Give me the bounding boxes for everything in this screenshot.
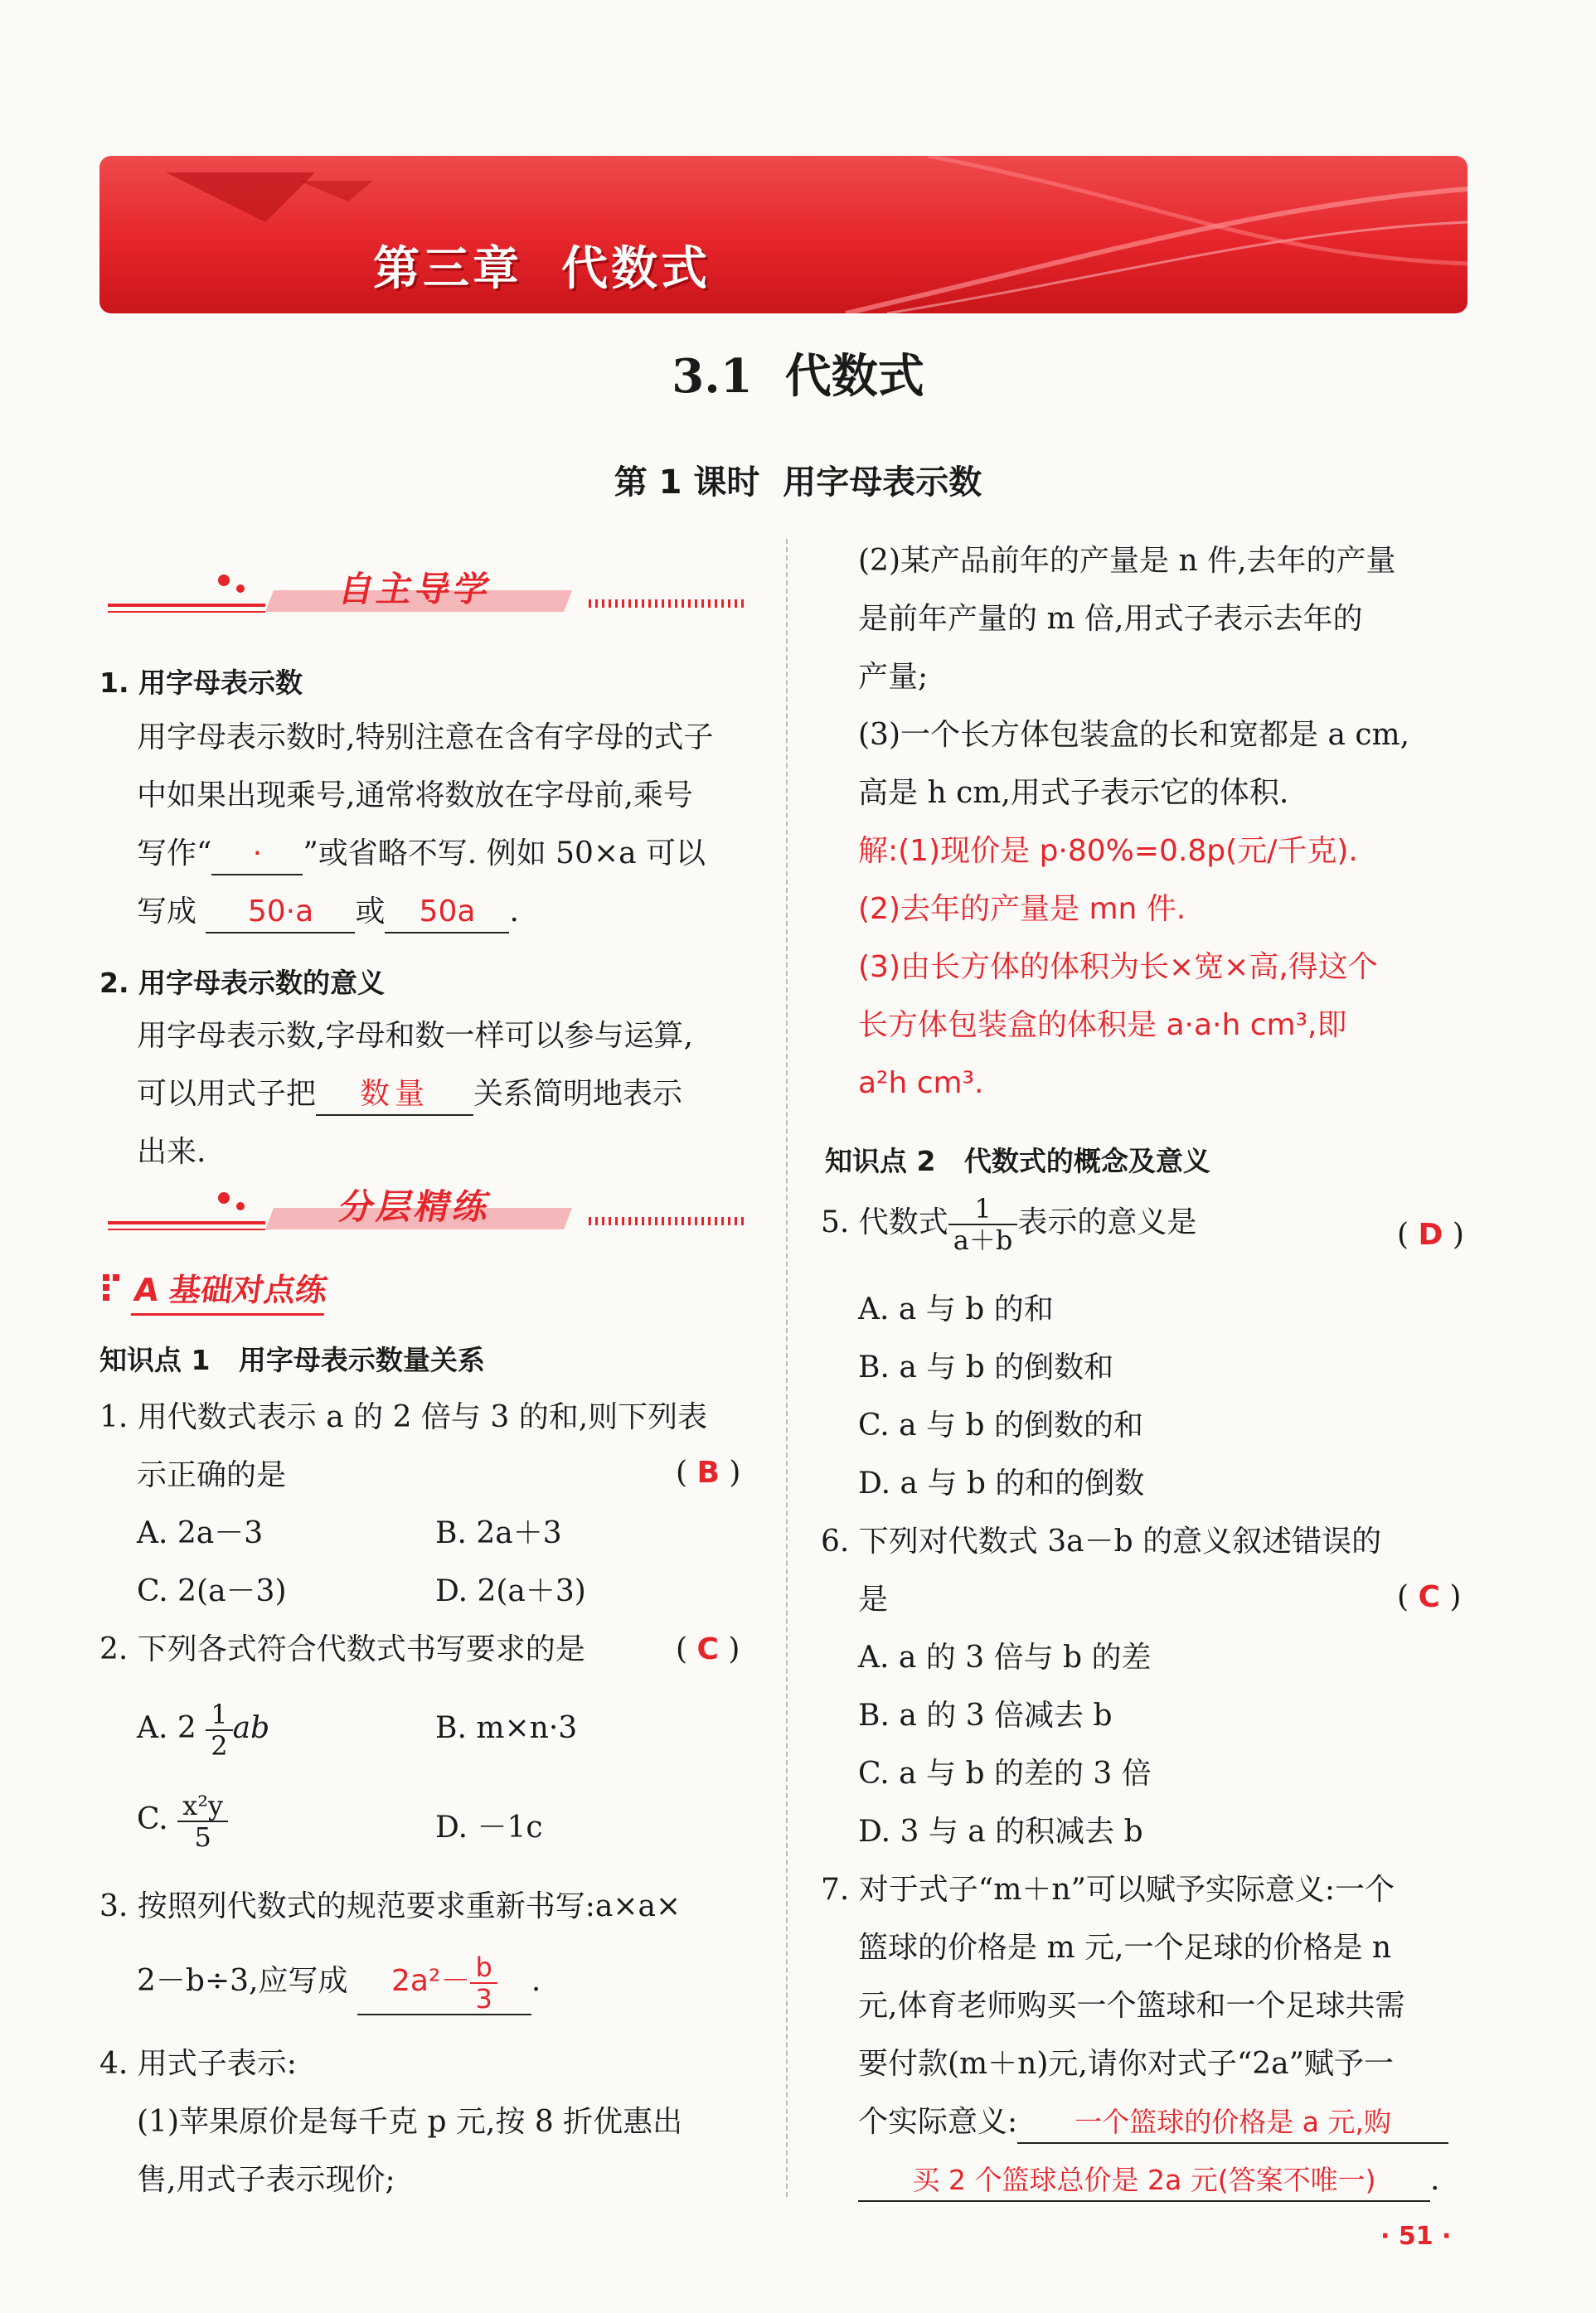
q2-c-den: 5 xyxy=(194,1821,211,1853)
q2-opt-b: B. m×n·3 xyxy=(435,1711,578,1745)
solution-3c: a²h cm³. xyxy=(858,1066,984,1100)
q6-opt-d: D. 3 与 a 的积减去 b xyxy=(858,1815,1143,1849)
p1-line2: 中如果出现乘号,通常将数放在字母前,乘号 xyxy=(137,778,693,812)
p2-line3: 出来. xyxy=(137,1135,206,1169)
q6-opt-c: C. a 与 b 的差的 3 倍 xyxy=(858,1757,1152,1791)
q3-line1: 3. 按照列代数式的规范要求重新书写:a×a× xyxy=(99,1889,682,1923)
q7-line5 xyxy=(858,2093,1448,2151)
q2-a-post: ab xyxy=(232,1711,270,1745)
q5-line xyxy=(821,1194,1196,1255)
q2-ans: ( C ) xyxy=(676,1632,740,1666)
p1-title: 1. 用字母表示数 xyxy=(99,667,303,699)
q7-line3: 元,体育老师购买一个篮球和一个足球共需 xyxy=(858,1989,1405,2023)
sub-heading-a-text: A 基础对点练 xyxy=(131,1264,331,1316)
p1-l4b: 或 xyxy=(355,895,386,929)
lesson-title: 第 1 课时 用字母表示数 xyxy=(614,463,982,502)
p2-title: 2. 用字母表示数的意义 xyxy=(99,967,385,999)
q4-1-line2: 售,用式子表示现价; xyxy=(137,2163,395,2197)
q2-a-pre: A. 2 xyxy=(137,1711,196,1745)
solution-3b: 长方体包装盒的体积是 a·a·h cm³,即 xyxy=(858,1008,1347,1042)
p2-l2a: 可以用式子把 xyxy=(137,1077,317,1111)
q6-opt-a: A. a 的 3 倍与 b 的差 xyxy=(858,1641,1152,1675)
solution-1: 解:(1)现价是 p·80%=0.8p(元/千克). xyxy=(858,834,1358,868)
q7-ans-1: 一个篮球的价格是 a 元,购 xyxy=(1017,2102,1448,2144)
q2-c-pre: C. xyxy=(137,1802,168,1836)
p1-l3b: ”或省略不写. 例如 50×a 可以 xyxy=(303,836,706,870)
q5-post: 表示的意义是 xyxy=(1017,1205,1197,1239)
q5-pre: 5. 代数式 xyxy=(821,1205,948,1239)
p1-line4 xyxy=(137,883,519,941)
q2-line: 2. 下列各式符合代数式书写要求的是 xyxy=(99,1632,585,1666)
p1-ans-1: 50·a xyxy=(206,892,355,933)
q7-line6 xyxy=(858,2151,1439,2209)
q2-a-den: 2 xyxy=(211,1730,228,1762)
p1-line3 xyxy=(137,825,706,883)
q2-opt-c xyxy=(137,1791,228,1852)
q2-c-num: x²y xyxy=(177,1791,228,1822)
column-divider xyxy=(786,539,788,2197)
q1-opt-b: B. 2a＋3 xyxy=(435,1516,562,1550)
q2-opt-a xyxy=(137,1700,269,1761)
q1-opt-d: D. 2(a＋3) xyxy=(435,1574,586,1608)
q5-opt-b: B. a 与 b 的倒数和 xyxy=(858,1350,1114,1384)
q1-opt-a: A. 2a－3 xyxy=(137,1516,264,1550)
p1-ans-2: 50a xyxy=(385,892,509,933)
q7-ans-2: 买 2 个篮球总价是 2a 元(答案不唯一) xyxy=(858,2160,1430,2202)
q1-line2: 示正确的是 xyxy=(137,1458,287,1492)
q7-line2: 篮球的价格是 m 元,一个足球的价格是 n xyxy=(858,1931,1392,1965)
q2-c-frac xyxy=(177,1791,228,1852)
chapter-banner xyxy=(99,156,1467,313)
p2-l2b: 关系简明地表示 xyxy=(473,1077,683,1111)
q1-line1: 1. 用代数式表示 a 的 2 倍与 3 的和,则下列表 xyxy=(99,1400,708,1434)
dots-icon xyxy=(99,1271,133,1312)
p1-l3a: 写作“ xyxy=(137,836,212,870)
q2-opt-d: D. －1c xyxy=(435,1811,543,1845)
q5-ans: ( D ) xyxy=(1397,1218,1464,1252)
q1-ans: ( B ) xyxy=(676,1456,741,1490)
q3-ans-den: 3 xyxy=(475,1983,492,2015)
q2-a-num: 1 xyxy=(206,1700,232,1731)
q5-opt-c: C. a 与 b 的倒数的和 xyxy=(858,1409,1143,1443)
p1-ans-dot: · xyxy=(211,834,303,875)
q5-num: 1 xyxy=(948,1194,1018,1225)
p1-l4a: 写成 xyxy=(137,895,197,929)
q1-ans-letter: B xyxy=(696,1456,720,1490)
q3-end: . xyxy=(531,1964,541,1998)
q7-l5a: 个实际意义: xyxy=(858,2105,1018,2139)
heading-self-study xyxy=(99,564,754,622)
q2-a-frac xyxy=(206,1700,232,1761)
chapter-title: 第三章 代数式 xyxy=(373,242,711,296)
q6-opt-b: B. a 的 3 倍减去 b xyxy=(858,1699,1113,1733)
q6-ans: ( C ) xyxy=(1397,1580,1462,1614)
q3-ans-blank xyxy=(357,1952,531,2015)
q5-opt-d: D. a 与 b 的和的倒数 xyxy=(858,1467,1145,1501)
q3-line2 xyxy=(137,1952,541,2015)
p2-line2 xyxy=(137,1065,682,1123)
heading-practice xyxy=(99,1181,754,1239)
solution-3a: (3)由长方体的体积为长×宽×高,得这个 xyxy=(858,950,1378,984)
q5-den: a＋b xyxy=(953,1224,1013,1256)
heading-practice-text: 分层精练 xyxy=(335,1186,497,1227)
p2-line1: 用字母表示数,字母和数一样可以参与运算, xyxy=(137,1019,693,1053)
page-number: · 51 · xyxy=(1380,2222,1452,2251)
q4-3-line2: 高是 h cm,用式子表示它的体积. xyxy=(858,776,1289,810)
heading-self-study-text: 自主导学 xyxy=(335,569,497,609)
q3-ans-pre: 2a²－ xyxy=(391,1964,471,1998)
q4-2-line2: 是前年产量的 m 倍,用式子表示去年的 xyxy=(858,602,1363,636)
kp2: 知识点 2 代数式的概念及意义 xyxy=(825,1145,1210,1177)
section-title: 3.1 代数式 xyxy=(672,349,924,404)
p1-line1: 用字母表示数时,特别注意在含有字母的式子 xyxy=(137,720,714,754)
q6-ans-letter: C xyxy=(1418,1580,1440,1614)
q5-opt-a: A. a 与 b 的和 xyxy=(858,1292,1054,1326)
q3-ans-num: b xyxy=(470,1952,497,1984)
q4-2-line3: 产量; xyxy=(858,660,929,694)
q2-ans-letter: C xyxy=(696,1632,719,1666)
banner-decoration xyxy=(99,156,1467,313)
q3-l2: 2－b÷3,应写成 xyxy=(137,1964,348,1998)
solution-2: (2)去年的产量是 mn 件. xyxy=(858,892,1186,926)
q3-ans-frac xyxy=(470,1952,497,2014)
p2-ans: 数量 xyxy=(316,1074,473,1116)
q6-line1: 6. 下列对代数式 3a－b 的意义叙述错误的 xyxy=(821,1525,1382,1559)
q4-3-line1: (3)一个长方体包装盒的长和宽都是 a cm, xyxy=(858,718,1410,752)
q7-end: . xyxy=(1430,2163,1440,2197)
q6-line2: 是 xyxy=(858,1583,889,1617)
kp1: 知识点 1 用字母表示数量关系 xyxy=(99,1344,485,1376)
q5-ans-letter: D xyxy=(1418,1218,1443,1252)
q4-2-line1: (2)某产品前年的产量是 n 件,去年的产量 xyxy=(858,544,1396,578)
q1-opt-c: C. 2(a－3) xyxy=(137,1574,287,1608)
q4-title: 4. 用式子表示: xyxy=(99,2047,297,2081)
sub-heading-a xyxy=(99,1264,373,1314)
q7-line4: 要付款(m＋n)元,请你对式子“2a”赋予一 xyxy=(858,2047,1395,2081)
p1-l4c: . xyxy=(509,895,519,929)
q4-1-line1: (1)苹果原价是每千克 p 元,按 8 折优惠出 xyxy=(137,2105,683,2139)
q7-line1: 7. 对于式子“m＋n”可以赋予实际意义:一个 xyxy=(821,1873,1395,1907)
q5-frac xyxy=(948,1194,1018,1255)
